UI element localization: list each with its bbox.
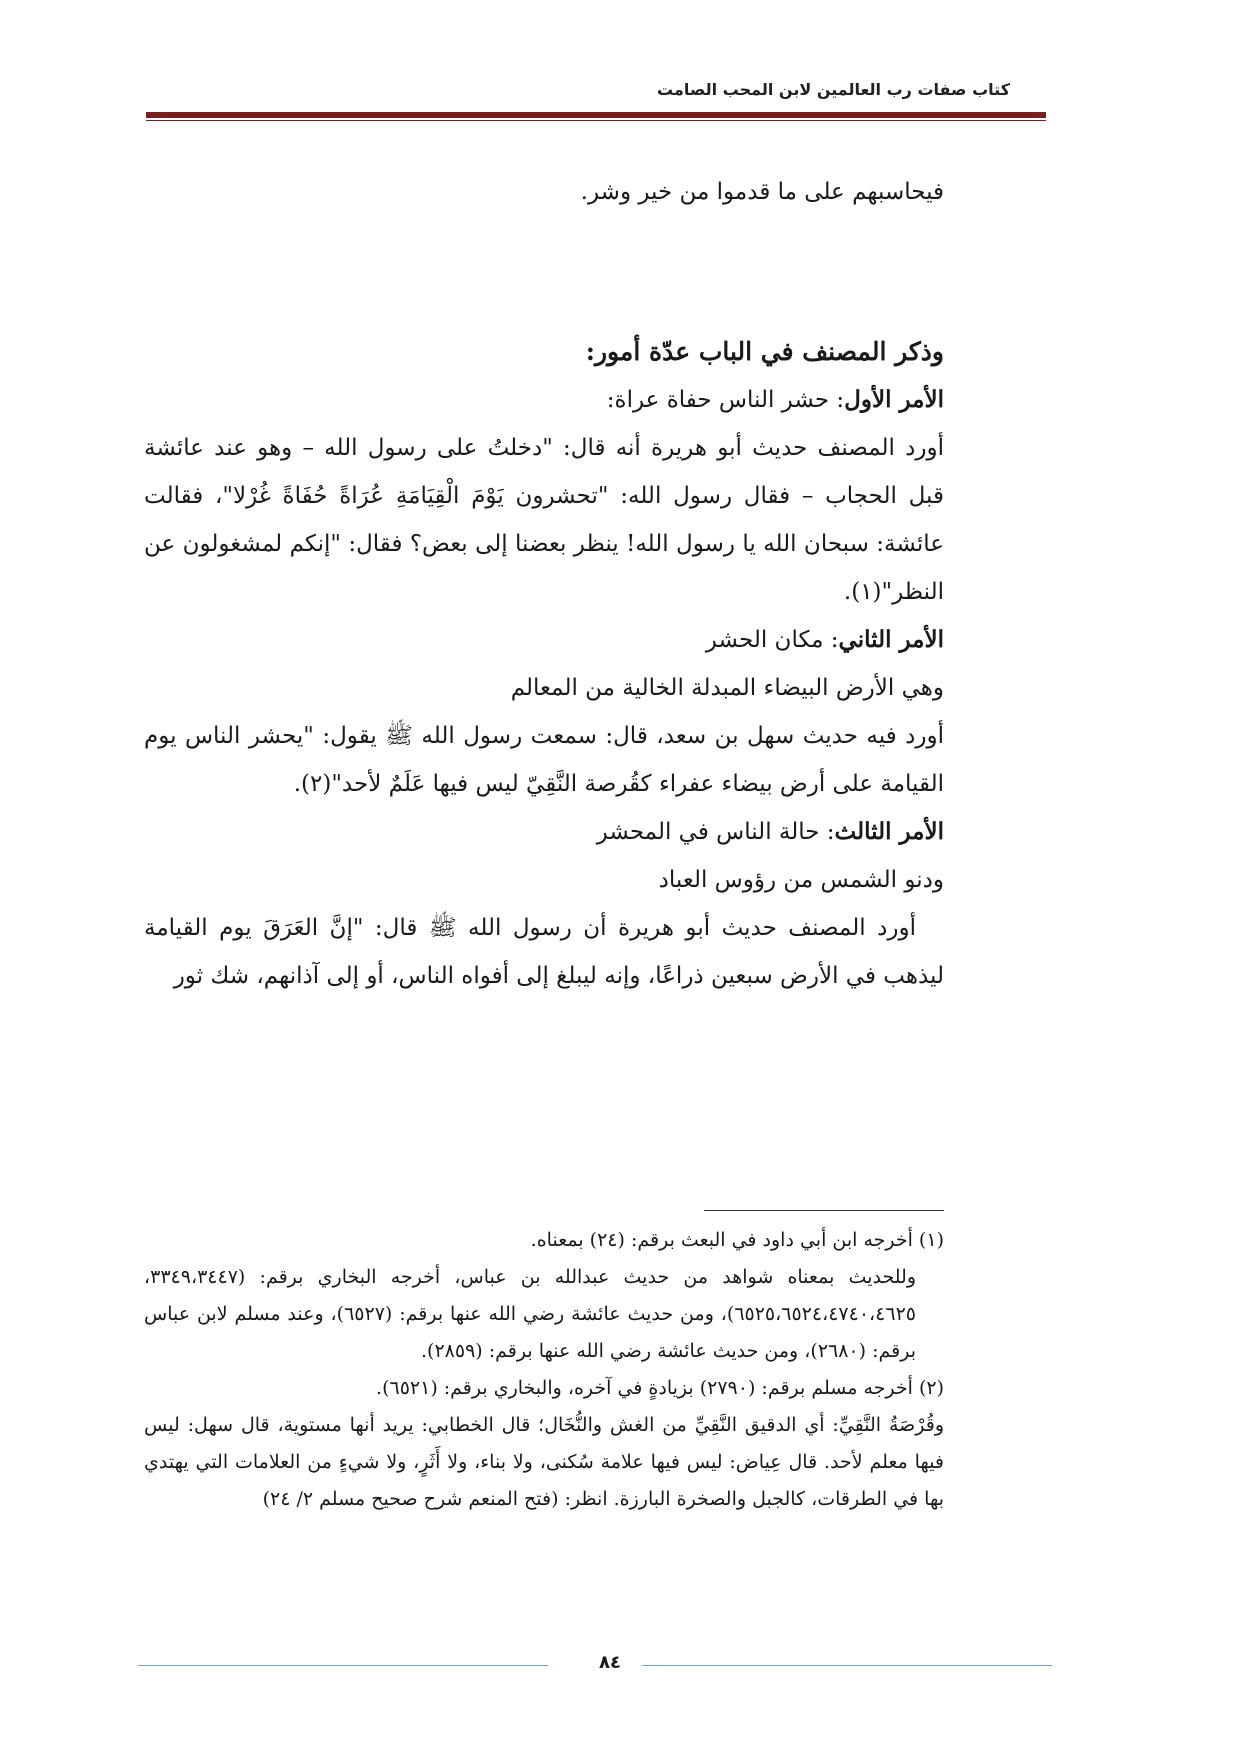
footer-rule-left <box>138 1665 548 1666</box>
item3-title-line <box>144 808 944 856</box>
item1-title-line <box>144 376 944 424</box>
item2-title: : مكان الحشر <box>705 627 839 653</box>
item2-subtitle: وهي الأرض البيضاء المبدلة الخالية من المعالم <box>510 675 944 701</box>
item1-title: : حشر الناس حفاة عراة: <box>606 387 845 413</box>
item3-subtitle: ودنو الشمس من رؤوس العباد <box>658 867 944 893</box>
section-heading: وذكر المصنف في الباب عدّة أمور: <box>585 337 944 366</box>
footnote-separator <box>704 1210 944 1211</box>
item3-title: : حالة الناس في المحشر <box>596 819 835 845</box>
item2-label: الأمر الثاني <box>838 626 944 653</box>
section-gap <box>144 216 944 328</box>
item1-paragraph: أورد المصنف حديث أبو هريرة أنه قال: "دخلتُ على رسول الله – وهو عند عائشة قبل الحجاب – فقال رسول الله: "تحشرون يَوْمَ الْقِيَامَةِ عُرَاةً حُفَاةً غُرْلا"، فقالت عائشة: سبحان الله يا رسول الله! ينظر بعضنا إلى بعض؟ فقال: "إنكم لمشغولون عن النظر"(١). <box>144 435 944 605</box>
footnote-1: (١) أخرجه ابن أبي داود في البعث برقم: (٢٤) بمعناه. <box>530 1229 944 1251</box>
footnote-2: (٢) أخرجه مسلم برقم: (٢٧٩٠) بزيادةٍ في آخره، والبخاري برقم: (٦٥٢١). <box>376 1377 944 1399</box>
opening-line: فيحاسبهم على ما قدموا من خير وشر. <box>580 179 944 205</box>
footnote-1-continuation: وللحديث بمعناه شواهد من حديث عبدالله بن عباس، أخرجه البخاري برقم: (٣٣٤٩،٣٤٤٧، ٦٥٢٥،٦٥٢٤،٤٧٤٠،٤٦٢٥)، ومن حديث عائشة رضي الله عنها برقم: (٦٥٢٧)، وعند مسلم لابن عباس برقم: (٢٦٨٠)، ومن حديث عائشة رضي الله عنها برقم: (٢٨٥٩). <box>144 1266 916 1362</box>
footnotes <box>144 1222 944 1518</box>
main-text <box>144 168 944 1000</box>
page-number: ٨٤ <box>599 1652 621 1673</box>
item3-label: الأمر الثالث <box>834 818 944 845</box>
item2-title-line <box>144 616 944 664</box>
header-rule-thick <box>146 112 1046 118</box>
footnote-2-continuation: وقُرْصَةُ النَّقِيِّ: أي الدقيق النَّقِيِّ من الغش والنُّخَال؛ قال الخطابي: يريد أنها مستوية، قال سهل: ليس فيها معلم لأحد. قال عِياض: ليس فيها علامة سُكنى، ولا بناء، ولا أَثَرٍ، ولا شيءٍ من العلامات التي يهتدي بها في الطرقات، كالجبل والصخرة البارزة. انظر: (فتح المنعم شرح صحيح مسلم ٢/ ٢٤) <box>144 1414 944 1510</box>
header-rule-thin <box>146 120 1046 121</box>
item3-paragraph: أورد المصنف حديث أبو هريرة أن رسول الله ﷺ قال: "إنَّ العَرَقَ يوم القيامة ليذهب في الأرض سبعين ذراعًا، وإنه ليبلغ إلى أفواه الناس، أو إلى آذانهم، شك ثور <box>144 915 944 989</box>
item2-paragraph: أورد فيه حديث سهل بن سعد، قال: سمعت رسول الله ﷺ يقول: "يحشر الناس يوم القيامة على أرض بيضاء عفراء كقُرصة النَّقِيّ ليس فيها عَلَمٌ لأحد"(٢). <box>144 723 944 797</box>
footer-rule-right <box>642 1665 1052 1666</box>
item1-label: الأمر الأول <box>844 386 944 413</box>
running-header-title: كتاب صفات رب العالمين لابن المحب الصامت <box>656 80 1010 99</box>
